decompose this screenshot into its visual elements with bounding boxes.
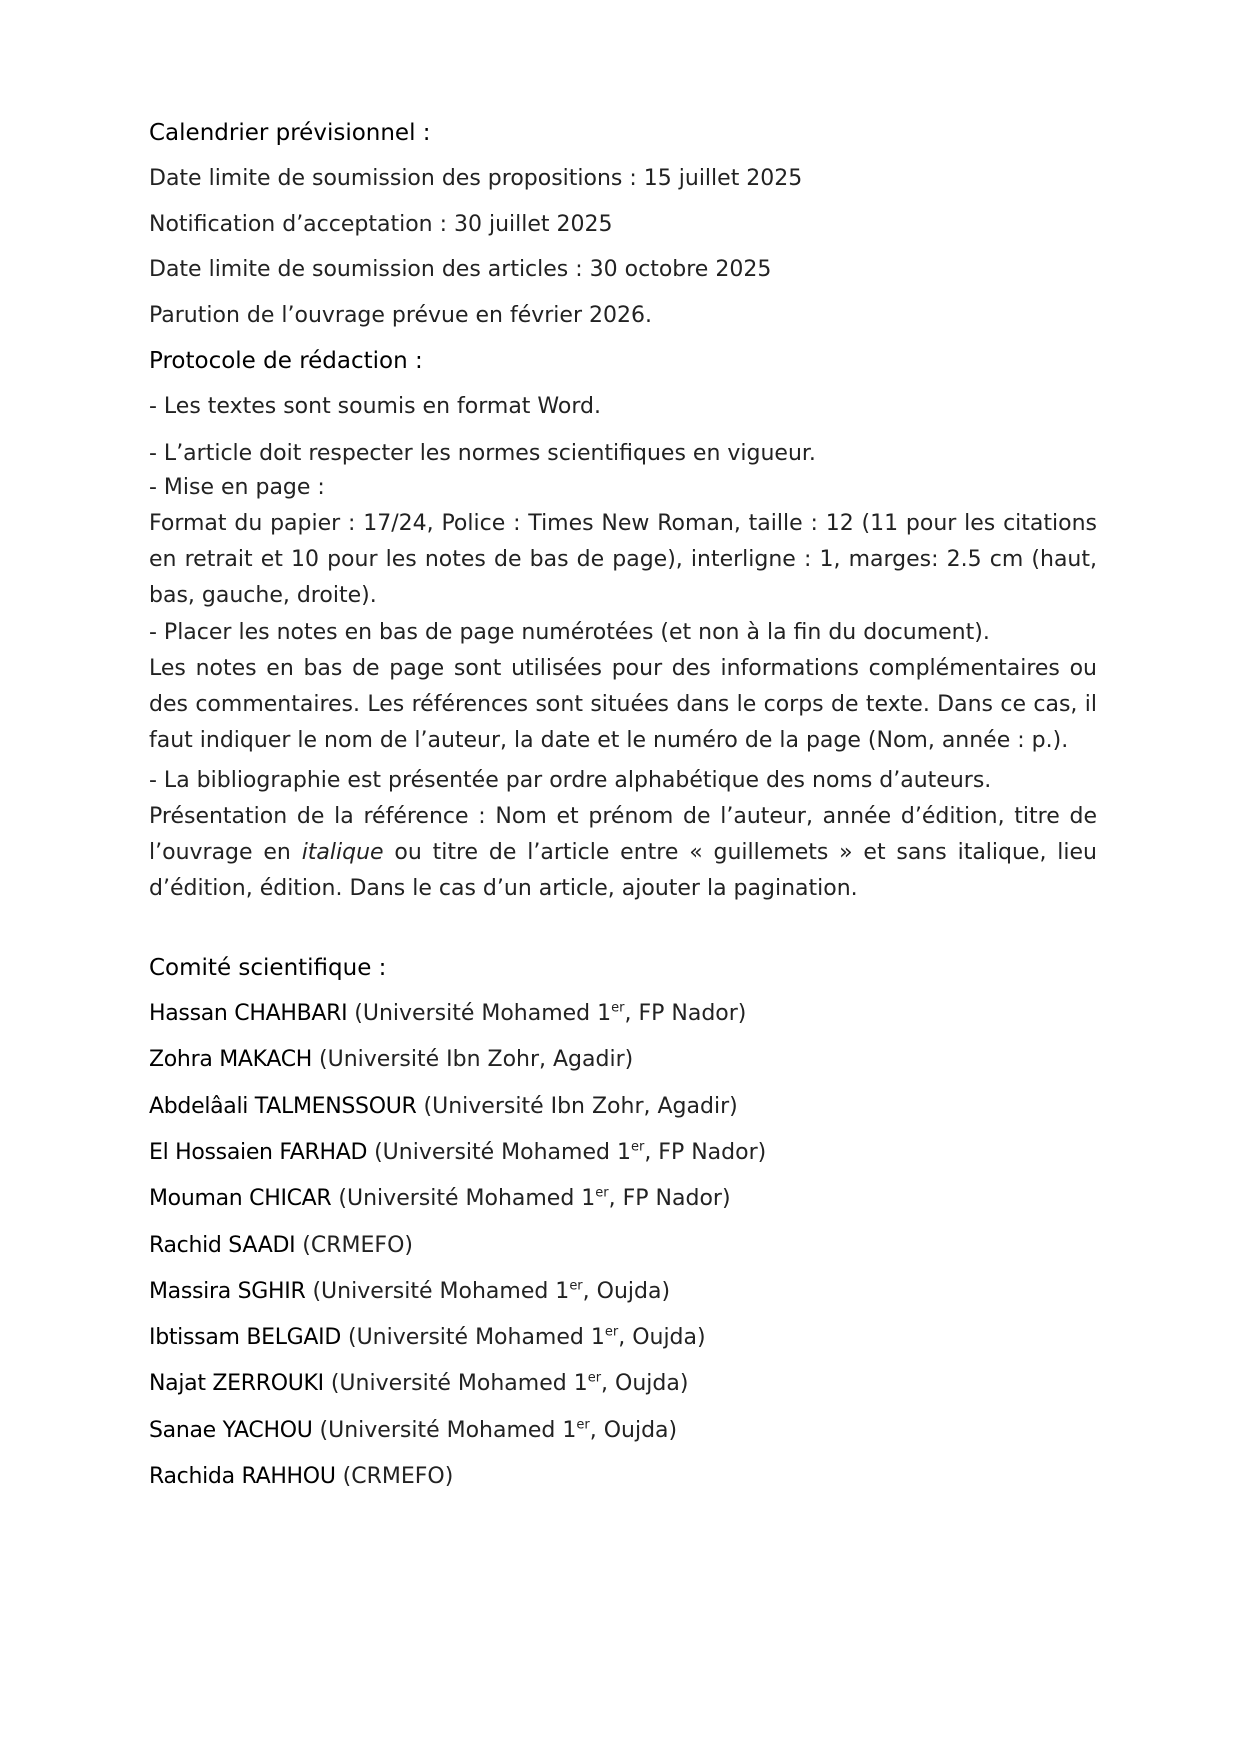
committee-member [149, 1186, 731, 1211]
member-name: Ibtissam BELGAID [149, 1325, 341, 1350]
member-name: Sanae YACHOU [149, 1418, 313, 1443]
committee-member [149, 1047, 633, 1072]
committee-member [149, 1094, 738, 1119]
notes-paragraph [149, 615, 1097, 759]
committee-heading: Comité scientifique : [149, 955, 387, 981]
member-affiliation: (Université Mohamed 1 [331, 1186, 596, 1211]
committee-member [149, 1464, 453, 1489]
member-name: Najat ZERROUKI [149, 1371, 324, 1396]
member-affiliation-location: , Oujda) [589, 1418, 678, 1443]
bibliography-title: - La bibliographie est présentée par ordre alphabétique des noms d’auteurs. [149, 768, 992, 793]
member-affiliation-location: , Oujda) [582, 1279, 671, 1304]
notes-title: - Placer les notes en bas de page numérotées (et non à la fin du document). [149, 620, 990, 645]
member-name: Rachida RAHHOU [149, 1464, 336, 1489]
member-affiliation-location: , FP Nador) [644, 1140, 767, 1165]
member-affiliation-superscript: er [604, 1324, 619, 1340]
committee-member [149, 1418, 677, 1443]
member-affiliation: (CRMEFO) [295, 1233, 413, 1258]
committee-member [149, 1233, 413, 1258]
calendar-line-articles: Date limite de soumission des articles : 30 octobre 2025 [149, 257, 772, 282]
member-affiliation: (Université Mohamed 1 [367, 1140, 631, 1165]
protocol-heading: Protocole de rédaction : [149, 348, 423, 374]
member-name: Rachid SAADI [149, 1233, 296, 1258]
member-affiliation: (Université Mohamed 1 [323, 1371, 588, 1396]
member-affiliation-superscript: er [576, 1417, 590, 1433]
member-affiliation: (Université Mohamed 1 [305, 1279, 570, 1304]
member-affiliation-superscript: er [611, 1000, 625, 1016]
member-affiliation-superscript: er [630, 1139, 645, 1155]
layout-title: - Mise en page : [149, 475, 325, 500]
member-affiliation-location: , FP Nador) [624, 1001, 747, 1026]
protocol-item-norms: - L’article doit respecter les normes scientifiques en vigueur. [149, 441, 816, 466]
committee-member [149, 1140, 766, 1165]
member-affiliation-superscript: er [587, 1370, 602, 1386]
calendar-line-publication: Parution de l’ouvrage prévue en février 2026. [149, 303, 652, 328]
committee-member [149, 1325, 706, 1350]
member-affiliation: (Université Mohamed 1 [312, 1418, 577, 1443]
notes-text: Les notes en bas de page sont utilisées pour des informations complémentaires ou des commentaires. Les références sont situées dans le corps de texte. Dans ce cas, il faut indiquer le nom de l’auteur, la date et le numéro de la page (Nom, année : p.). [149, 656, 1097, 753]
calendar-line-proposals: Date limite de soumission des propositions : 15 juillet 2025 [149, 166, 803, 191]
member-affiliation-location: , FP Nador) [608, 1186, 731, 1211]
member-affiliation: (Université Mohamed 1 [341, 1325, 605, 1350]
committee-member [149, 1001, 746, 1026]
member-name: Hassan CHAHBARI [149, 1001, 348, 1026]
bibliography-paragraph [149, 763, 1097, 907]
committee-member [149, 1371, 688, 1396]
calendar-line-notification: Notification d’acceptation : 30 juillet 2025 [149, 212, 613, 237]
layout-paragraph [149, 470, 1097, 614]
member-name: Mouman CHICAR [149, 1186, 332, 1211]
committee-member [149, 1279, 670, 1304]
member-affiliation-superscript: er [595, 1185, 609, 1201]
member-affiliation: (Université Mohamed 1 [347, 1001, 612, 1026]
member-name: Zohra MAKACH [149, 1047, 313, 1072]
member-affiliation: (CRMEFO) [335, 1464, 454, 1489]
italic-word: italique [301, 840, 384, 865]
member-affiliation: (Université Ibn Zohr, Agadir) [312, 1047, 634, 1072]
layout-text: Format du papier : 17/24, Police : Times New Roman, taille : 12 (11 pour les citations en retrait et 10 pour les notes de bas de page), interligne : 1, marges: 2.5 cm (haut, bas, gauche, droite). [149, 511, 1097, 608]
member-name: El Hossaien FARHAD [149, 1140, 368, 1165]
member-affiliation-location: , Oujda) [618, 1325, 706, 1350]
member-name: Massira SGHIR [149, 1279, 306, 1304]
member-affiliation: (Université Ibn Zohr, Agadir) [416, 1094, 738, 1119]
member-affiliation-location: , Oujda) [601, 1371, 689, 1396]
protocol-item-format: - Les textes sont soumis en format Word. [149, 394, 601, 419]
member-affiliation-superscript: er [569, 1278, 583, 1294]
calendar-heading: Calendrier prévisionnel : [149, 120, 431, 146]
member-name: Abdelâali TALMENSSOUR [149, 1094, 417, 1119]
bibliography-text: Présentation de la référence : Nom et prénom de l’auteur, année d’édition, titre de l’ouvrage en italique ou titre de l’article entre « guillemets » et sans italique, lieu d’édition, édition. Dans le cas d’un article, ajouter la pagination. [149, 804, 1097, 901]
